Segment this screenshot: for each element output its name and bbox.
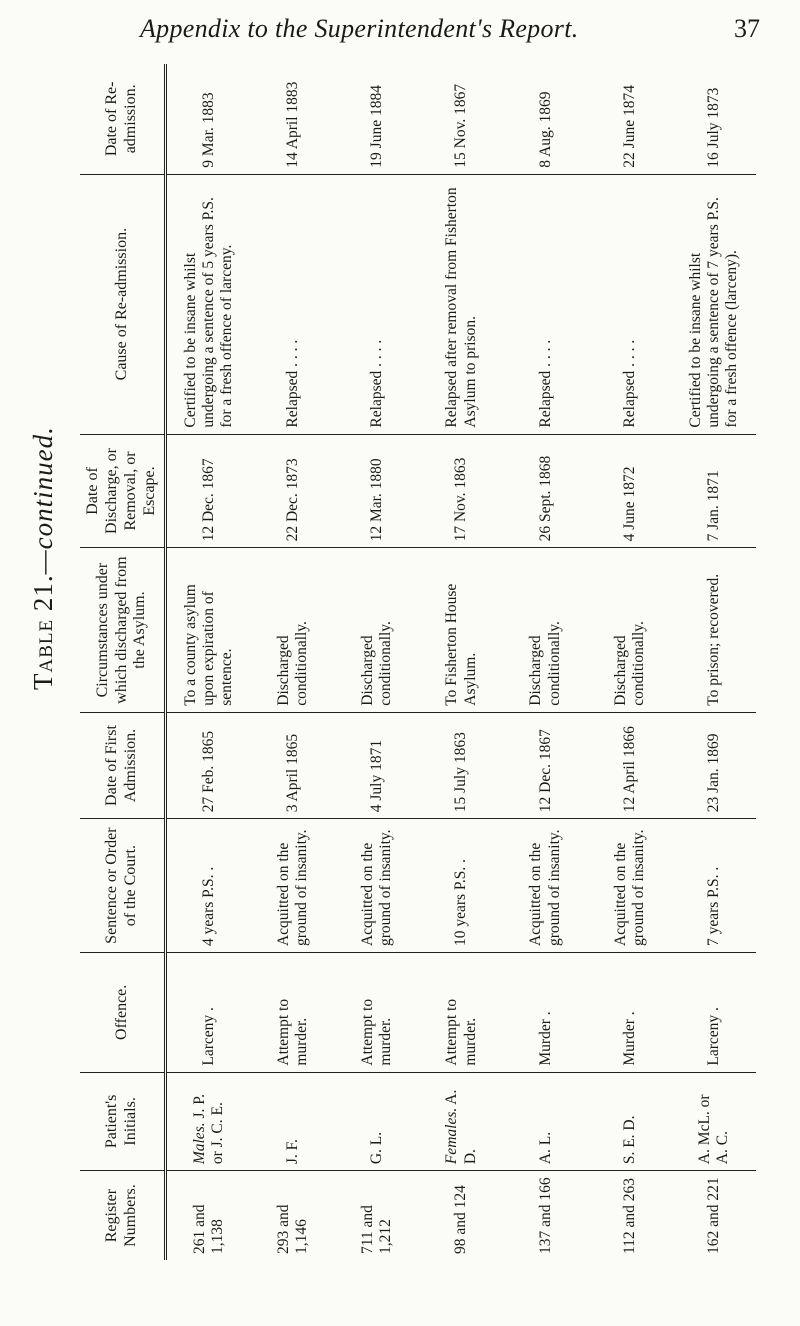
table-label: Table 21. (28, 574, 58, 690)
cell-offence: Attempt to murder. (419, 953, 503, 1073)
cell-circumstances: To a county asylum upon expiration of sentence. (166, 548, 252, 712)
initials-value: S. E. D. (620, 1115, 638, 1165)
cell-first-admission: 4 July 1871 (335, 712, 419, 819)
cell-first-admission: 3 April 1865 (251, 712, 335, 819)
col-register-numbers: Register Numbers. (80, 1171, 166, 1260)
cell-cause: Relapsed . . . . (335, 174, 419, 434)
col-sentence: Sentence or Order of the Court. (80, 819, 166, 953)
table-header-row (80, 64, 166, 1260)
initials-value: A. McL. or A. C. (695, 1094, 731, 1165)
running-title: Appendix to the Superintendent's Report. (140, 14, 579, 43)
table-row (419, 64, 503, 1260)
initials-value: A. D. (443, 1089, 479, 1165)
table-caption-suffix: —continued. (28, 426, 58, 575)
cell-sentence: Acquitted on the ground of insanity. (251, 819, 335, 953)
table-row (588, 64, 672, 1260)
cell-discharge: 12 Dec. 1867 (166, 434, 252, 548)
initials-group-label: Males. (190, 1122, 208, 1165)
cell-discharge: 7 Jan. 1871 (672, 434, 756, 548)
cell-register: 162 and 221 (704, 1177, 722, 1254)
cell-readmission: 19 June 1884 (335, 64, 419, 174)
cell-discharge: 12 Mar. 1880 (335, 434, 419, 548)
cell-cause: Relapsed . . . . (504, 174, 588, 434)
cell-initials (672, 1072, 756, 1171)
cell-first-admission: 12 Dec. 1867 (504, 712, 588, 819)
cell-initials (504, 1072, 588, 1171)
col-circumstances: Circumstances under which discharged from the Asylum. (80, 548, 166, 712)
cell-circumstances: Discharged conditionally. (335, 548, 419, 712)
cell-offence: Larceny . (672, 953, 756, 1073)
initials-value: J. F. (284, 1139, 302, 1165)
col-readmission-date: Date of Re-admission. (80, 64, 166, 174)
cell-readmission: 15 Nov. 1867 (419, 64, 503, 174)
cell-cause: Certified to be insane whilst undergoing a sentence of 7 years P.S. for a fresh offence (larceny). (672, 174, 756, 434)
cell-cause: Relapsed after removal from Fisherton Asylum to prison. (419, 174, 503, 434)
cell-discharge: 4 June 1872 (588, 434, 672, 548)
table-row (251, 64, 335, 1260)
cell-readmission: 9 Mar. 1883 (166, 64, 252, 174)
cell-circumstances: Discharged conditionally. (588, 548, 672, 712)
col-first-admission: Date of First Admission. (80, 712, 166, 819)
cell-register: 98 and 124 (452, 1185, 470, 1254)
cell-register: 112 and 263 (620, 1177, 638, 1254)
initials-group-label: Females. (443, 1107, 461, 1165)
cell-register: 293 and 1,146 (275, 1204, 311, 1254)
cell-offence: Attempt to murder. (335, 953, 419, 1073)
page-number: 37 (734, 14, 760, 43)
col-discharge-date: Date of Discharge, or Removal, or Escape. (80, 434, 166, 548)
cell-sentence: Acquitted on the ground of insanity. (335, 819, 419, 953)
table-row (166, 64, 252, 1260)
cell-register: 261 and 1,138 (190, 1204, 227, 1254)
initials-value: G. L. (368, 1131, 386, 1165)
initials-value: A. L. (536, 1131, 554, 1165)
cell-circumstances: Discharged conditionally. (504, 548, 588, 712)
table-row (335, 64, 419, 1260)
page-header (70, 14, 770, 54)
cell-register: 137 and 166 (536, 1177, 554, 1254)
cell-sentence: 10 years P.S. . (419, 819, 503, 953)
cell-register: 711 and 1,212 (359, 1205, 395, 1254)
table-row (672, 64, 756, 1260)
cell-initials (251, 1072, 335, 1171)
cell-cause: Relapsed . . . . (588, 174, 672, 434)
cell-sentence: Acquitted on the ground of insanity. (588, 819, 672, 953)
cell-first-admission: 12 April 1866 (588, 712, 672, 819)
cell-readmission: 22 June 1874 (588, 64, 672, 174)
cell-offence: Attempt to murder. (251, 953, 335, 1073)
cell-offence: Murder . (588, 953, 672, 1073)
cell-circumstances: To prison; recovered. (672, 548, 756, 712)
cell-circumstances: Discharged conditionally. (251, 548, 335, 712)
cell-discharge: 17 Nov. 1863 (419, 434, 503, 548)
rotated-table-wrapper (80, 64, 756, 1260)
cell-circumstances: To Fisherton House Asylum. (419, 548, 503, 712)
cell-cause: Relapsed . . . . (251, 174, 335, 434)
cell-sentence: 4 years P.S. . (166, 819, 252, 953)
cell-initials (335, 1072, 419, 1171)
cell-discharge: 22 Dec. 1873 (251, 434, 335, 548)
readmission-table (80, 64, 756, 1260)
col-cause-readmission: Cause of Re-admission. (80, 174, 166, 434)
cell-cause: Certified to be insane whilst undergoing a sentence of 5 years P.S. for a fresh offence of larceny. (166, 174, 252, 434)
cell-first-admission: 23 Jan. 1869 (672, 712, 756, 819)
cell-initials (419, 1072, 503, 1171)
cell-discharge: 26 Sept. 1868 (504, 434, 588, 548)
cell-offence: Larceny . (166, 953, 252, 1073)
cell-sentence: 7 years P.S. . (672, 819, 756, 953)
initials-value: J. P. or J. C. E. (190, 1093, 227, 1165)
table-row (504, 64, 588, 1260)
cell-first-admission: 15 July 1863 (419, 712, 503, 819)
cell-initials (166, 1072, 252, 1171)
cell-readmission: 16 July 1873 (672, 64, 756, 174)
col-patient-initials: Patient's Initials. (80, 1072, 166, 1171)
cell-offence: Murder . (504, 953, 588, 1073)
cell-readmission: 8 Aug. 1869 (504, 64, 588, 174)
cell-sentence: Acquitted on the ground of insanity. (504, 819, 588, 953)
col-offence: Offence. (80, 953, 166, 1073)
table-caption (28, 426, 59, 690)
cell-first-admission: 27 Feb. 1865 (166, 712, 252, 819)
cell-initials (588, 1072, 672, 1171)
cell-readmission: 14 April 1883 (251, 64, 335, 174)
